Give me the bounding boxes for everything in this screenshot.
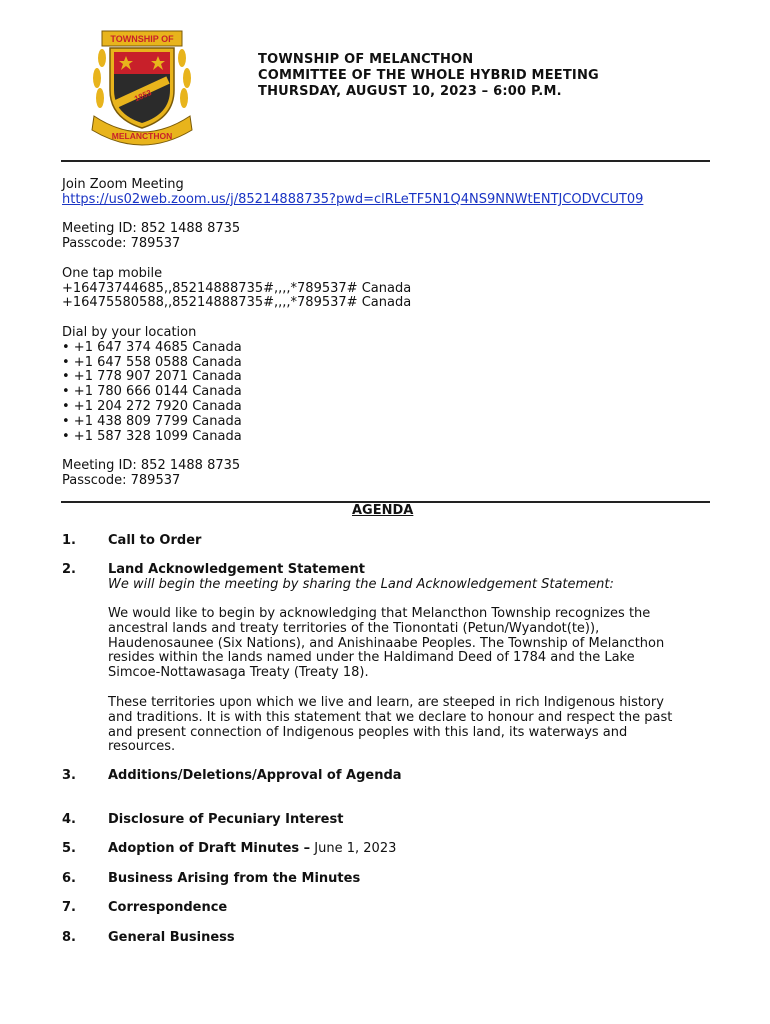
paragraph-line: resides within the lands named under the Haldimand Deed of 1784 and the Lake <box>108 650 635 666</box>
land-ack-paragraph-1 <box>108 607 708 681</box>
wheat-right-icon <box>178 49 191 108</box>
paragraph-line: We would like to begin by acknowledging that Melancthon Township recognizes the <box>108 606 651 621</box>
meeting-id-repeat: Meeting ID: 852 1488 8735 <box>62 458 241 474</box>
dial-number: • +1 647 374 4685 Canada <box>62 339 242 355</box>
item-title: Disclosure of Pecuniary Interest <box>108 812 344 827</box>
logo-bottom-text: MELANCTHON <box>111 131 173 141</box>
land-ack-subtitle: We will begin the meeting by sharing the Land Acknowledgement Statement: <box>108 577 614 592</box>
agenda-title: AGENDA <box>352 503 414 518</box>
one-tap-number: +16475580588,,85214888735#,,,,*789537# Canada <box>62 295 412 311</box>
item-title: Adoption of Draft Minutes – <box>108 841 311 856</box>
item-number: 6. <box>62 871 76 886</box>
item-title: Land Acknowledgement Statement <box>108 562 366 577</box>
paragraph-line: resources. <box>108 739 176 755</box>
item-title: Business Arising from the Minutes <box>108 871 361 886</box>
wheat-left-icon <box>93 49 106 108</box>
dial-label: Dial by your location <box>62 324 197 340</box>
minutes-date: June 1, 2023 <box>310 841 397 856</box>
item-title: Call to Order <box>108 533 202 548</box>
one-tap-number: +16473744685,,85214888735#,,,,*789537# Canada <box>62 280 412 296</box>
dial-number: • +1 778 907 2071 Canada <box>62 369 242 385</box>
dial-number: • +1 204 272 7920 Canada <box>62 398 242 414</box>
dial-number: • +1 647 558 0588 Canada <box>62 354 242 370</box>
item-number: 5. <box>62 841 76 856</box>
item-number: 4. <box>62 812 76 827</box>
item-title: Correspondence <box>108 900 228 915</box>
dial-number: • +1 587 328 1099 Canada <box>62 428 242 444</box>
zoom-details <box>62 178 643 489</box>
item-title-wrap <box>108 842 396 857</box>
item-title: Additions/Deletions/Approval of Agenda <box>108 768 402 783</box>
paragraph-line: Haudenosaunee (Six Nations), and Anishinaabe Peoples. The Township of Melancthon <box>108 635 665 651</box>
item-number: 7. <box>62 900 76 915</box>
paragraph-line: and traditions. It is with this statement that we declare to honour and respect the past <box>108 709 673 725</box>
item-number: 8. <box>62 930 76 945</box>
dial-number: • +1 780 666 0144 Canada <box>62 384 242 400</box>
one-tap-label: One tap mobile <box>62 265 163 281</box>
dial-number: • +1 438 809 7799 Canada <box>62 413 242 429</box>
item-number: 3. <box>62 768 76 783</box>
paragraph-line: ancestral lands and treaty territories of the Tionontati (Petun/Wyandot(te)), <box>108 620 600 636</box>
logo-year: 1853 <box>133 87 153 104</box>
zoom-meeting-link[interactable]: https://us02web.zoom.us/j/85214888735?pwd=clRLeTF5N1Q4NS9NNWtENTJCODVCUT09 <box>62 191 644 207</box>
header-line-2: COMMITTEE OF THE WHOLE HYBRID MEETING <box>258 68 599 83</box>
paragraph-line: and present connection of Indigenous peoples with this land, its waterways and <box>108 724 628 740</box>
logo-top-text: TOWNSHIP OF <box>110 34 174 44</box>
header-divider <box>61 160 710 162</box>
paragraph-line: These territories upon which we live and learn, are steeped in rich Indigenous history <box>108 695 664 710</box>
passcode: Passcode: 789537 <box>62 236 181 252</box>
item-title: General Business <box>108 930 235 945</box>
item-number: 1. <box>62 533 76 548</box>
header-line-3: THURSDAY, AUGUST 10, 2023 – 6:00 P.M. <box>258 84 562 99</box>
paragraph-line: Simcoe-Nottawasaga Treaty (Treaty 18). <box>108 665 369 681</box>
header-line-1: TOWNSHIP OF MELANCTHON <box>258 52 474 67</box>
join-zoom-label: Join Zoom Meeting <box>62 177 184 192</box>
township-logo <box>88 28 196 146</box>
land-ack-paragraph-2 <box>108 696 708 755</box>
meeting-id: Meeting ID: 852 1488 8735 <box>62 221 241 237</box>
document-header <box>258 52 599 100</box>
passcode-repeat: Passcode: 789537 <box>62 472 181 488</box>
item-number: 2. <box>62 562 76 577</box>
